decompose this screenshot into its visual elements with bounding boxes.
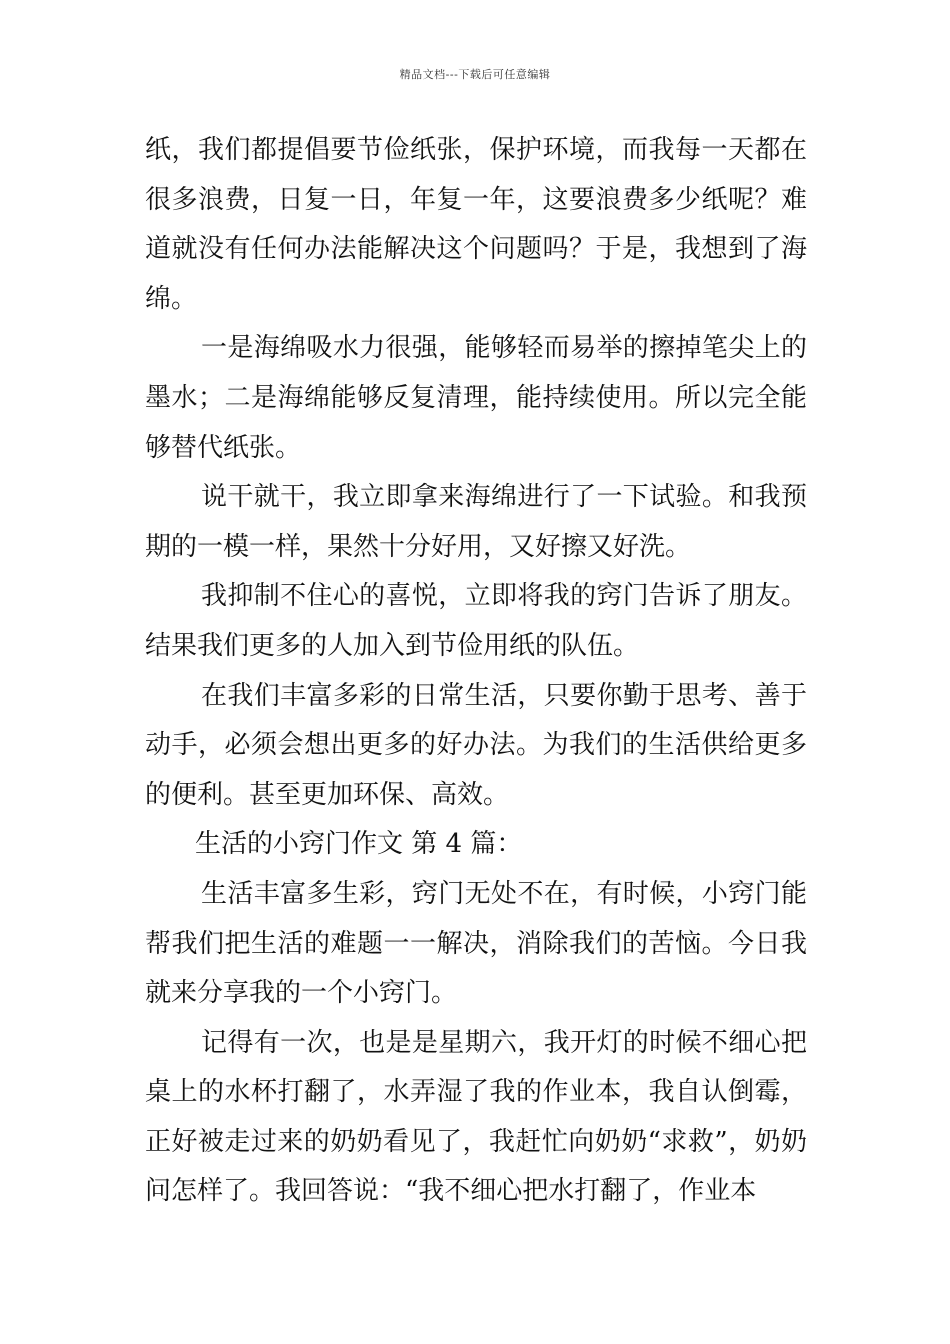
paragraph: 在我们丰富多彩的日常生活，只要你勤于思考、善于动手，必须会想出更多的好办法。为我们的生活供给更多的便利。甚至更加环保、高效。 — [145, 680, 807, 810]
section-heading: 生活的小窍门作文 第 4 篇： — [195, 829, 523, 860]
paragraph: 纸，我们都提倡要节俭纸张，保护环境，而我每一天都在很多浪费，日复一日，年复一年，这要浪费多少纸呢？难道就没有任何办法能解决这个问题吗？于是，我想到了海绵。 — [145, 135, 807, 314]
page-header: 精品文档---下载后可任意编辑 — [399, 68, 551, 81]
paragraph: 说干就干，我立即拿来海绵进行了一下试验。和我预期的一模一样，果然十分好用，又好擦又好洗。 — [145, 482, 807, 562]
document-body — [145, 126, 807, 1217]
paragraph: 生活丰富多生彩，窍门无处不在，有时候，小窍门能帮我们把生活的难题一一解决，消除我们的苦恼。今日我就来分享我的一个小窍门。 — [145, 878, 807, 1009]
paragraph: 我抑制不住心的喜悦，立即将我的窍门告诉了朋友。结果我们更多的人加入到节俭用纸的队伍。 — [145, 581, 807, 661]
paragraph: 一是海绵吸水力很强，能够轻而易举的擦掉笔尖上的墨水；二是海绵能够反复清理，能持续使用。所以完全能够替代纸张。 — [145, 333, 807, 463]
paragraph: 记得有一次，也是是星期六，我开灯的时候不细心把桌上的水杯打翻了，水弄湿了我的作业本，我自认倒霉，正好被走过来的奶奶看见了，我赶忙向奶奶“求救”，奶奶问怎样了。我回答说：“我不细心把水打翻了，作业本 — [145, 1027, 807, 1207]
